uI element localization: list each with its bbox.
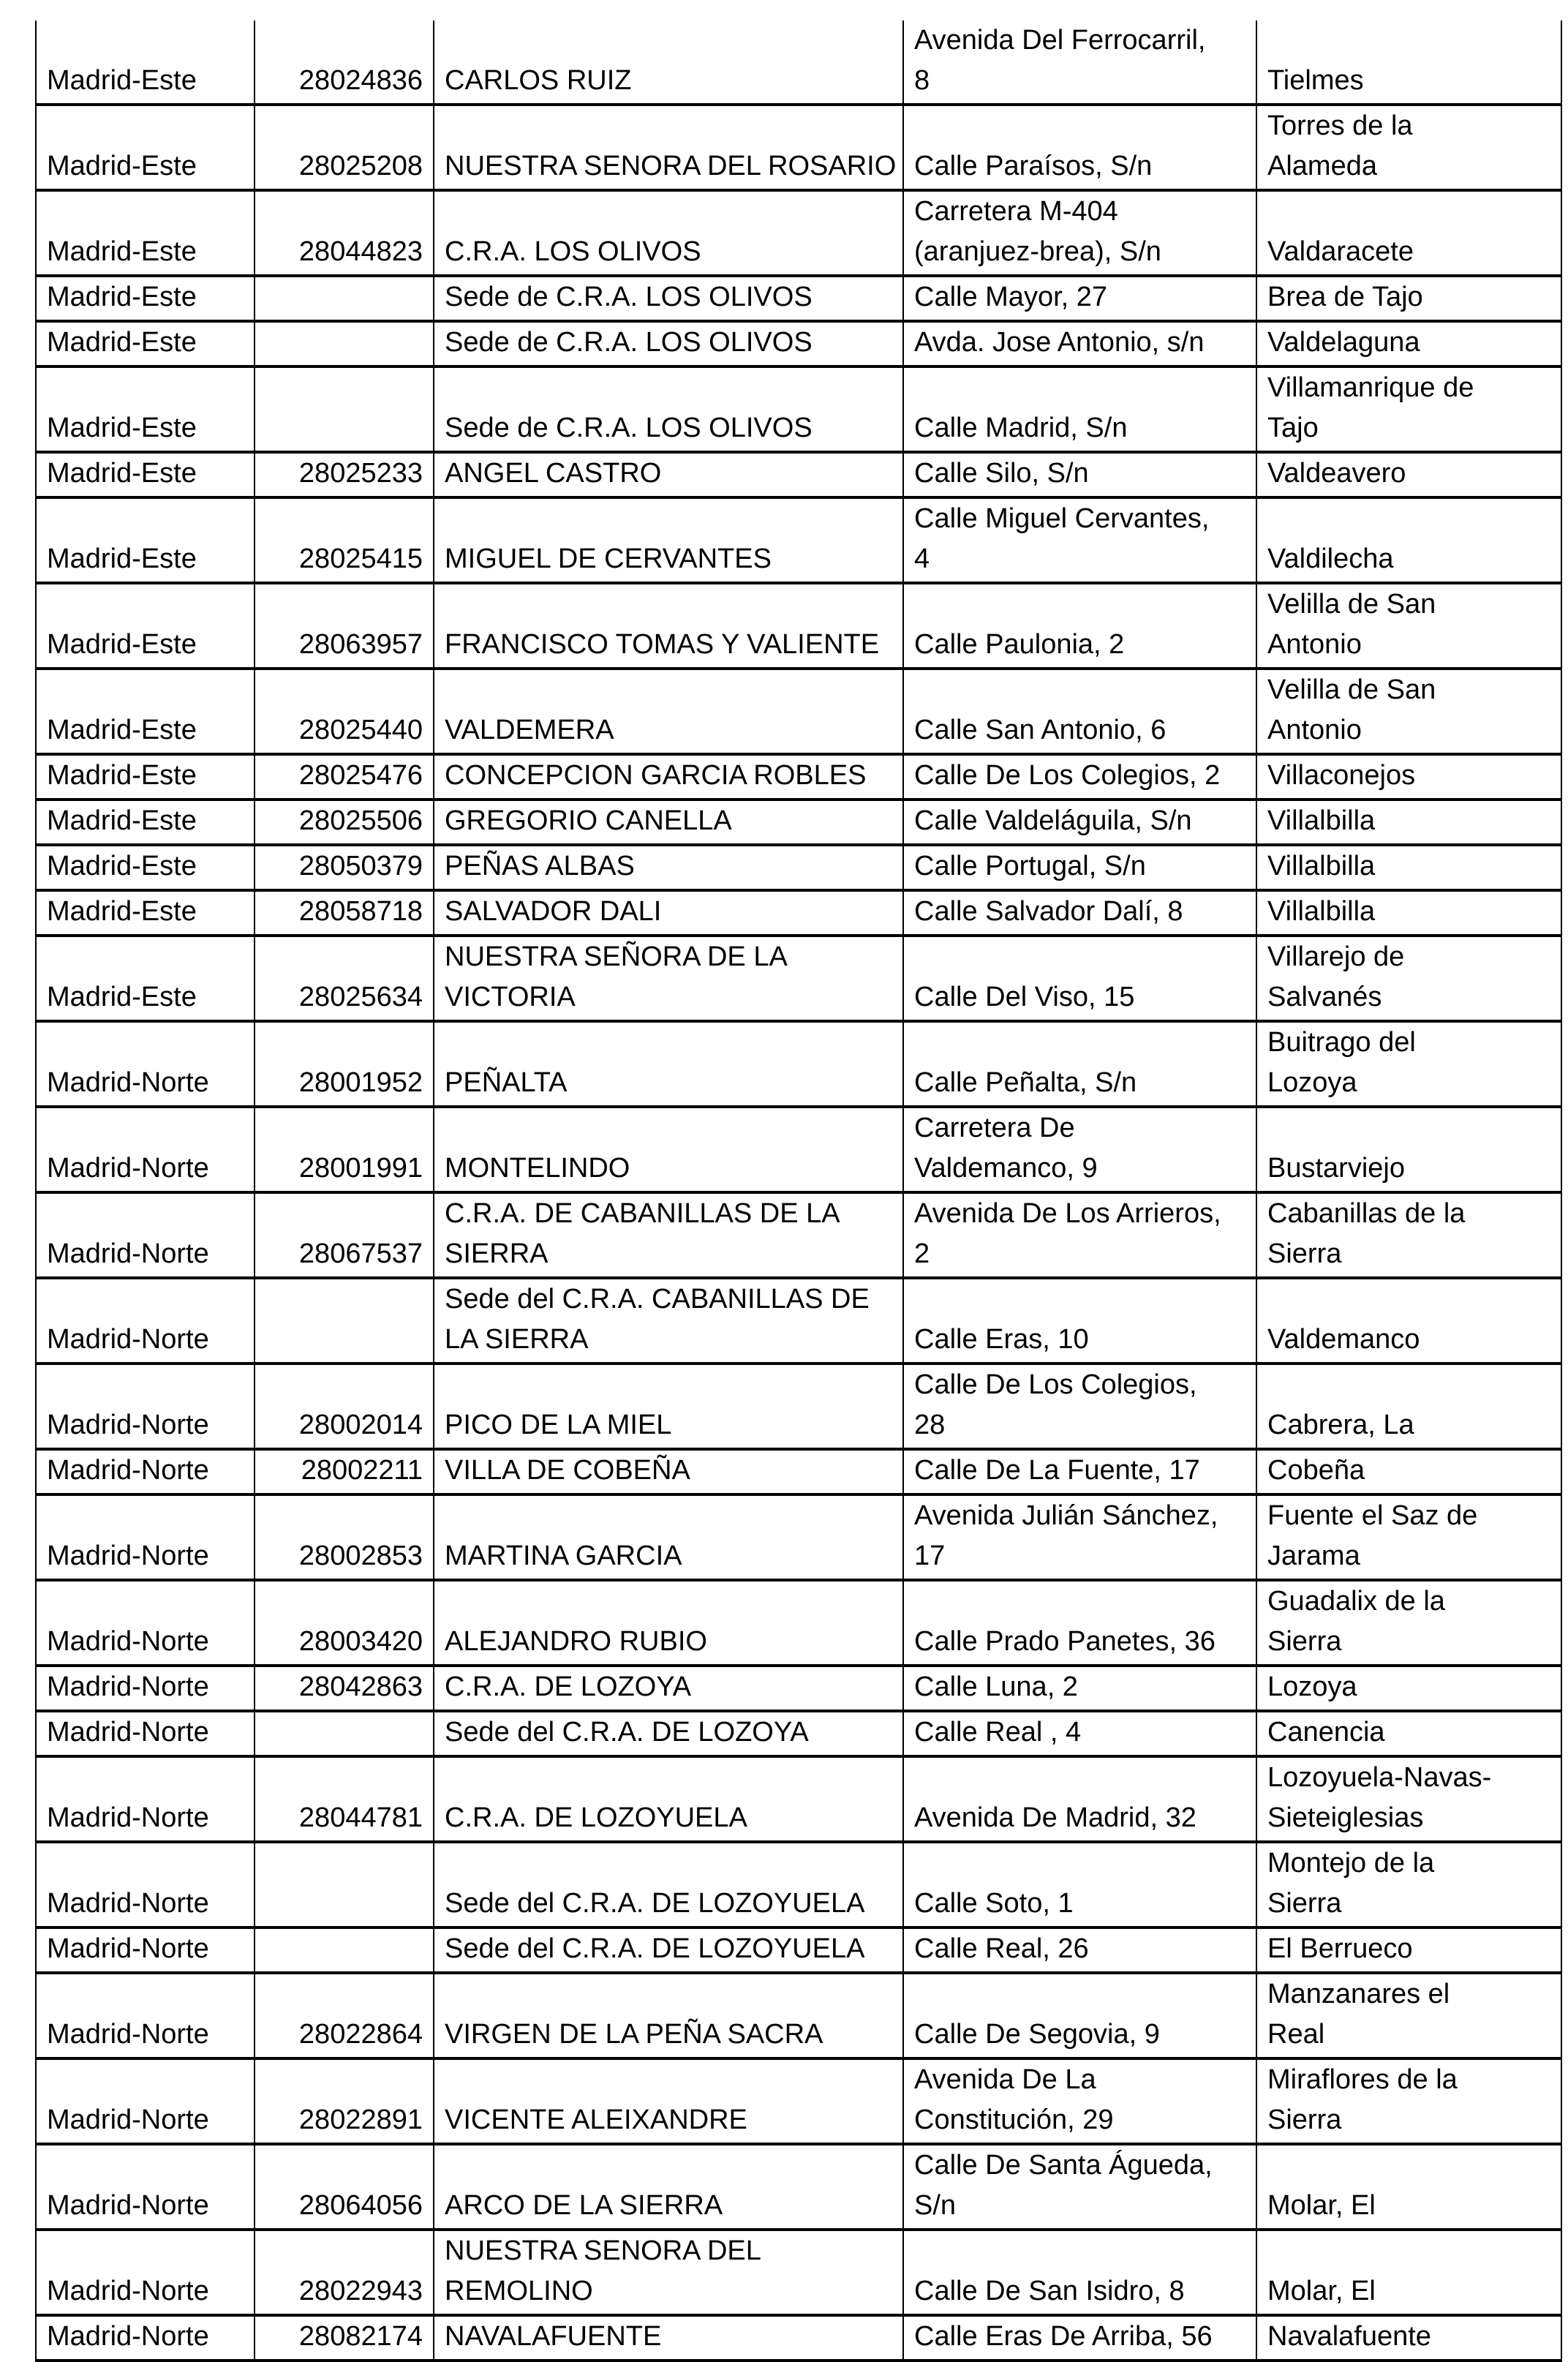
cell-region: Madrid-Este <box>47 413 197 443</box>
cell-address: Calle Mayor, 27 <box>903 276 1256 321</box>
cell-address: Avda. Jose Antonio, s/n <box>903 321 1256 366</box>
cell-code <box>255 1842 434 1927</box>
cell-code: 28002853 <box>255 1494 434 1580</box>
cell-code <box>255 1927 434 1973</box>
table-row <box>36 1927 1561 1973</box>
cell-school-name: Sede del C.R.A. DE LOZOYUELA <box>434 1927 903 1973</box>
cell-address: Calle Luna, 2 <box>903 1666 1256 1711</box>
cell-code: 28025440 <box>255 669 434 754</box>
cell-address: Calle Real , 4 <box>903 1711 1256 1756</box>
table-row <box>36 1756 1561 1842</box>
table-row <box>36 190 1561 276</box>
cell-municipality: Velilla de San Antonio <box>1256 669 1561 754</box>
cell-region: Madrid-Norte <box>47 1888 209 1919</box>
cell-municipality: Villarejo de Salvanés <box>1256 936 1561 1021</box>
cell-municipality: Manzanares el Real <box>1256 1973 1561 2058</box>
cell-school-name: C.R.A. DE LOZOYUELA <box>434 1756 903 1842</box>
cell-region: Madrid-Este <box>47 805 197 836</box>
cell-code <box>255 1711 434 1756</box>
table-row <box>36 2315 1561 2361</box>
table-row <box>36 105 1561 190</box>
cell-school-name: CONCEPCION GARCIA ROBLES <box>434 754 903 800</box>
table-row <box>36 1494 1561 1580</box>
cell-school-name: Sede del C.R.A. DE LOZOYA <box>434 1711 903 1756</box>
cell-address: Calle De Los Colegios, 28 <box>903 1364 1256 1449</box>
cell-address: Calle Valdeláguila, S/n <box>903 800 1256 845</box>
cell-code <box>255 1278 434 1364</box>
schools-table <box>35 20 1562 2362</box>
cell-code: 28001991 <box>255 1107 434 1192</box>
cell-municipality: Valdeavero <box>1256 452 1561 497</box>
cell-school-name: VALDEMERA <box>434 669 903 754</box>
cell-school-name: MONTELINDO <box>434 1107 903 1192</box>
cell-region: Madrid-Este <box>47 760 197 791</box>
cell-school-name: VIRGEN DE LA PEÑA SACRA <box>434 1973 903 2058</box>
cell-address: Carretera M-404 (aranjuez-brea), S/n <box>903 190 1256 276</box>
cell-region: Madrid-Norte <box>47 2019 209 2050</box>
cell-address: Calle De Los Colegios, 2 <box>903 754 1256 800</box>
cell-region: Madrid-Este <box>47 896 197 927</box>
cell-municipality: Valdelaguna <box>1256 321 1561 366</box>
table-row <box>36 890 1561 936</box>
cell-municipality: Cobeña <box>1256 1449 1561 1494</box>
cell-municipality: Navalafuente <box>1256 2315 1561 2361</box>
table-row <box>36 754 1561 800</box>
cell-school-name: ALEJANDRO RUBIO <box>434 1580 903 1666</box>
cell-municipality: Guadalix de la Sierra <box>1256 1580 1561 1666</box>
cell-school-name: FRANCISCO TOMAS Y VALIENTE <box>434 583 903 669</box>
table-row <box>36 1107 1561 1192</box>
cell-region: Madrid-Este <box>47 236 197 267</box>
table-row <box>36 583 1561 669</box>
cell-address: Avenida Julián Sánchez, 17 <box>903 1494 1256 1580</box>
cell-address: Calle De La Fuente, 17 <box>903 1449 1256 1494</box>
cell-address: Calle De Segovia, 9 <box>903 1973 1256 2058</box>
cell-code: 28063957 <box>255 583 434 669</box>
cell-region: Madrid-Norte <box>47 1238 209 1269</box>
cell-code: 28058718 <box>255 890 434 936</box>
cell-region: Madrid-Norte <box>47 1455 209 1486</box>
cell-school-name: VICENTE ALEIXANDRE <box>434 2058 903 2144</box>
cell-code: 28044823 <box>255 190 434 276</box>
cell-municipality: Bustarviejo <box>1256 1107 1561 1192</box>
cell-municipality: Villaconejos <box>1256 754 1561 800</box>
cell-municipality: Valdaracete <box>1256 190 1561 276</box>
cell-municipality: Molar, El <box>1256 2230 1561 2315</box>
cell-municipality: Cabanillas de la Sierra <box>1256 1192 1561 1278</box>
cell-code: 28002211 <box>255 1449 434 1494</box>
cell-code: 28082174 <box>255 2315 434 2361</box>
cell-code: 28025233 <box>255 452 434 497</box>
cell-address: Avenida Del Ferrocarril, 8 <box>903 20 1256 105</box>
cell-address: Calle Eras De Arriba, 56 <box>903 2315 1256 2361</box>
cell-code: 28002014 <box>255 1364 434 1449</box>
cell-code: 28025415 <box>255 497 434 583</box>
cell-address: Carretera De Valdemanco, 9 <box>903 1107 1256 1192</box>
table-row <box>36 366 1561 452</box>
table-row <box>36 1580 1561 1666</box>
table-row <box>36 1278 1561 1364</box>
cell-school-name: NAVALAFUENTE <box>434 2315 903 2361</box>
cell-address: Calle Paraísos, S/n <box>903 105 1256 190</box>
cell-address: Calle Prado Panetes, 36 <box>903 1580 1256 1666</box>
table-row <box>36 936 1561 1021</box>
cell-school-name: Sede de C.R.A. LOS OLIVOS <box>434 276 903 321</box>
cell-municipality: Brea de Tajo <box>1256 276 1561 321</box>
cell-school-name: Sede del C.R.A. CABANILLAS DE LA SIERRA <box>434 1278 903 1364</box>
cell-region: Madrid-Este <box>47 982 197 1012</box>
table-row <box>36 1973 1561 2058</box>
cell-school-name: GREGORIO CANELLA <box>434 800 903 845</box>
cell-school-name: Sede de C.R.A. LOS OLIVOS <box>434 321 903 366</box>
cell-address: Avenida De Los Arrieros, 2 <box>903 1192 1256 1278</box>
cell-region: Madrid-Norte <box>47 1410 209 1440</box>
cell-school-name: SALVADOR DALI <box>434 890 903 936</box>
cell-address: Calle Del Viso, 15 <box>903 936 1256 1021</box>
table-row <box>36 1449 1561 1494</box>
table-row <box>36 669 1561 754</box>
table-row <box>36 452 1561 497</box>
cell-code: 28025506 <box>255 800 434 845</box>
cell-municipality: Valdilecha <box>1256 497 1561 583</box>
cell-address: Calle Paulonia, 2 <box>903 583 1256 669</box>
cell-school-name: PICO DE LA MIEL <box>434 1364 903 1449</box>
cell-municipality: Canencia <box>1256 1711 1561 1756</box>
cell-school-name: ARCO DE LA SIERRA <box>434 2144 903 2230</box>
cell-address: Calle Salvador Dalí, 8 <box>903 890 1256 936</box>
cell-school-name: Sede de C.R.A. LOS OLIVOS <box>434 366 903 452</box>
cell-municipality: Valdemanco <box>1256 1278 1561 1364</box>
cell-region: Madrid-Este <box>47 544 197 574</box>
cell-municipality: Lozoya <box>1256 1666 1561 1711</box>
cell-municipality: Lozoyuela-Navas-Sieteiglesias <box>1256 1756 1561 1842</box>
table-page-container <box>35 20 1564 2362</box>
cell-code: 28067537 <box>255 1192 434 1278</box>
cell-region: Madrid-Norte <box>47 2105 209 2135</box>
cell-municipality: Torres de la Alameda <box>1256 105 1561 190</box>
cell-code: 28064056 <box>255 2144 434 2230</box>
cell-region: Madrid-Este <box>47 715 197 745</box>
table-row <box>36 20 1561 105</box>
cell-school-name: C.R.A. LOS OLIVOS <box>434 190 903 276</box>
cell-region: Madrid-Este <box>47 629 197 660</box>
cell-code: 28001952 <box>255 1021 434 1107</box>
table-row <box>36 2230 1561 2315</box>
cell-address: Calle San Antonio, 6 <box>903 669 1256 754</box>
table-row <box>36 276 1561 321</box>
cell-school-name: NUESTRA SENORA DEL REMOLINO <box>434 2230 903 2315</box>
table-row <box>36 1021 1561 1107</box>
cell-region: Madrid-Norte <box>47 1717 209 1748</box>
table-row <box>36 497 1561 583</box>
cell-region: Madrid-Norte <box>47 1067 209 1098</box>
cell-school-name: CARLOS RUIZ <box>434 20 903 105</box>
cell-address: Calle Real, 26 <box>903 1927 1256 1973</box>
cell-code: 28022943 <box>255 2230 434 2315</box>
cell-address: Calle Portugal, S/n <box>903 845 1256 890</box>
cell-region: Madrid-Este <box>47 151 197 181</box>
cell-address: Avenida De La Constitución, 29 <box>903 2058 1256 2144</box>
cell-code: 28025208 <box>255 105 434 190</box>
cell-region: Madrid-Norte <box>47 1541 209 1571</box>
cell-address: Calle Peñalta, S/n <box>903 1021 1256 1107</box>
cell-municipality: Buitrago del Lozoya <box>1256 1021 1561 1107</box>
cell-school-name: C.R.A. DE LOZOYA <box>434 1666 903 1711</box>
cell-region: Madrid-Este <box>47 851 197 881</box>
cell-address: Calle Soto, 1 <box>903 1842 1256 1927</box>
cell-region: Madrid-Norte <box>47 1324 209 1355</box>
cell-municipality: Tielmes <box>1256 20 1561 105</box>
table-row <box>36 2058 1561 2144</box>
cell-code: 28044781 <box>255 1756 434 1842</box>
cell-school-name: NUESTRA SENORA DEL ROSARIO <box>434 105 903 190</box>
cell-municipality: Montejo de la Sierra <box>1256 1842 1561 1927</box>
table-row <box>36 1842 1561 1927</box>
table-row <box>36 321 1561 366</box>
table-row <box>36 800 1561 845</box>
cell-municipality: Molar, El <box>1256 2144 1561 2230</box>
cell-region: Madrid-Norte <box>47 2190 209 2221</box>
cell-municipality: Miraflores de la Sierra <box>1256 2058 1561 2144</box>
cell-code <box>255 276 434 321</box>
cell-region: Madrid-Este <box>47 327 197 358</box>
cell-school-name: C.R.A. DE CABANILLAS DE LA SIERRA <box>434 1192 903 1278</box>
cell-region: Madrid-Norte <box>47 2276 209 2306</box>
cell-municipality: Villalbilla <box>1256 800 1561 845</box>
cell-school-name: PEÑALTA <box>434 1021 903 1107</box>
cell-code: 28022864 <box>255 1973 434 2058</box>
cell-region: Madrid-Norte <box>47 1933 209 1964</box>
cell-school-name: MARTINA GARCIA <box>434 1494 903 1580</box>
cell-address: Calle Silo, S/n <box>903 452 1256 497</box>
cell-code: 28042863 <box>255 1666 434 1711</box>
cell-school-name: ANGEL CASTRO <box>434 452 903 497</box>
cell-region: Madrid-Norte <box>47 1153 209 1184</box>
cell-code: 28025634 <box>255 936 434 1021</box>
cell-code: 28022891 <box>255 2058 434 2144</box>
cell-region: Madrid-Norte <box>47 2321 209 2352</box>
cell-address: Calle Miguel Cervantes, 4 <box>903 497 1256 583</box>
table-row <box>36 1711 1561 1756</box>
cell-municipality: Cabrera, La <box>1256 1364 1561 1449</box>
cell-code: 28024836 <box>255 20 434 105</box>
cell-region: Madrid-Este <box>47 458 197 489</box>
cell-school-name: VILLA DE COBEÑA <box>434 1449 903 1494</box>
cell-code <box>255 321 434 366</box>
table-body <box>36 20 1561 2361</box>
table-row <box>36 1192 1561 1278</box>
table-row <box>36 1364 1561 1449</box>
table-row <box>36 2144 1561 2230</box>
cell-municipality: Villalbilla <box>1256 845 1561 890</box>
cell-address: Calle Madrid, S/n <box>903 366 1256 452</box>
cell-code: 28050379 <box>255 845 434 890</box>
cell-address: Calle De Santa Águeda, S/n <box>903 2144 1256 2230</box>
cell-municipality: Villamanrique de Tajo <box>1256 366 1561 452</box>
cell-code: 28025476 <box>255 754 434 800</box>
cell-school-name: MIGUEL DE CERVANTES <box>434 497 903 583</box>
cell-municipality: Villalbilla <box>1256 890 1561 936</box>
cell-region: Madrid-Este <box>47 65 197 96</box>
cell-code <box>255 366 434 452</box>
table-row <box>36 1666 1561 1711</box>
cell-address: Avenida De Madrid, 32 <box>903 1756 1256 1842</box>
cell-region: Madrid-Norte <box>47 1671 209 1702</box>
cell-municipality: Fuente el Saz de Jarama <box>1256 1494 1561 1580</box>
cell-school-name: PEÑAS ALBAS <box>434 845 903 890</box>
cell-school-name: NUESTRA SEÑORA DE LA VICTORIA <box>434 936 903 1021</box>
table-row <box>36 845 1561 890</box>
cell-region: Madrid-Norte <box>47 1626 209 1657</box>
cell-address: Calle De San Isidro, 8 <box>903 2230 1256 2315</box>
cell-region: Madrid-Este <box>47 282 197 312</box>
cell-school-name: Sede del C.R.A. DE LOZOYUELA <box>434 1842 903 1927</box>
cell-region: Madrid-Norte <box>47 1802 209 1833</box>
cell-municipality: El Berrueco <box>1256 1927 1561 1973</box>
cell-municipality: Velilla de San Antonio <box>1256 583 1561 669</box>
cell-code: 28003420 <box>255 1580 434 1666</box>
cell-address: Calle Eras, 10 <box>903 1278 1256 1364</box>
